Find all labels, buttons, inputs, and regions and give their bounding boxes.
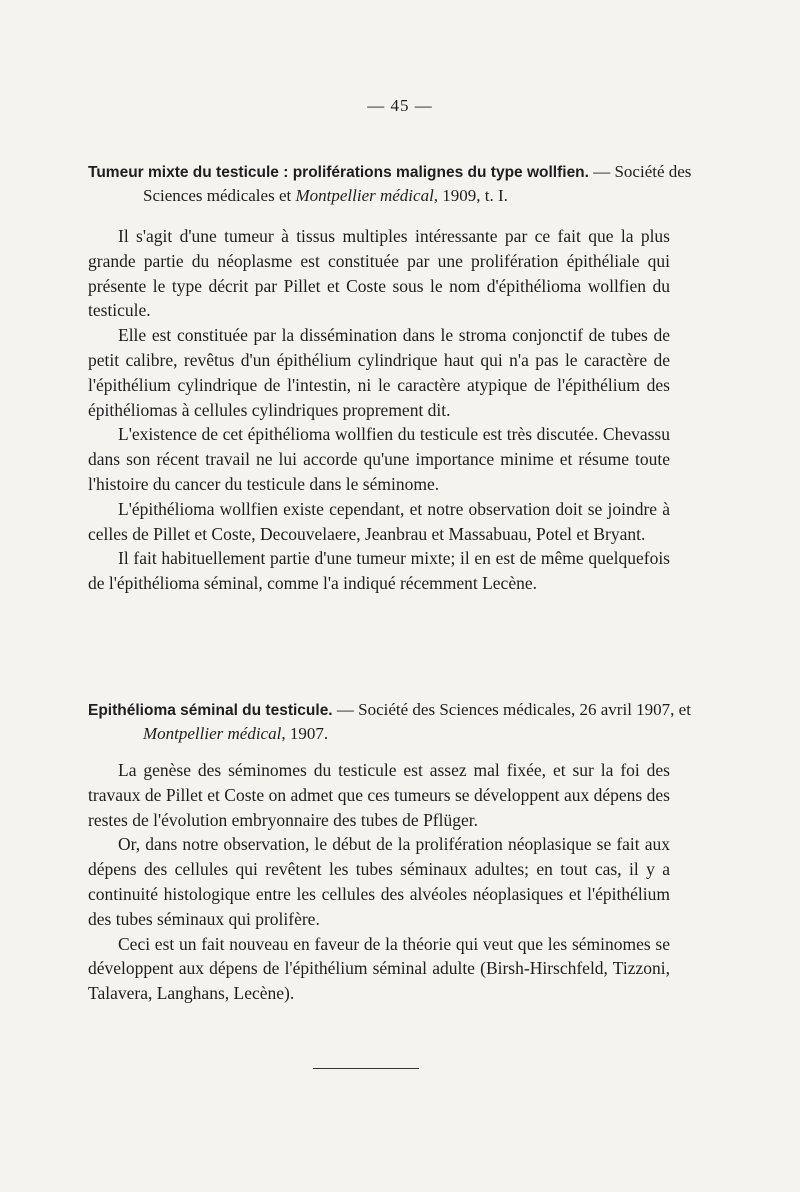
paragraph: L'existence de cet épithélioma wollfien du testicule est très discutée. Chevassu dans son récent travail ne lui accorde qu'une importance minime et résume toute l'histoire du cancer du testicule dans le séminome.: [88, 424, 670, 494]
entry-body: [88, 758, 670, 1006]
entry-body: [88, 224, 670, 596]
reference-details: , 1909, t. I.: [433, 186, 508, 205]
reference-text: Société des Sciences médicales, 26 avril 1907, et: [358, 700, 691, 719]
paragraph: La genèse des séminomes du testicule est assez mal fixée, et sur la foi des travaux de Pillet et Coste on admet que ces tumeurs se développent aux dépens des restes de l'évolution embryonnaire des tubes de Pflüger.: [88, 760, 670, 830]
entry-title: Epithélioma séminal du testicule.: [88, 702, 333, 719]
paragraph: Elle est constituée par la dissémination dans le stroma conjonctif de tubes de petit calibre, revêtus d'un épithélium cylindrique haut qui n'a pas le caractère de l'épithélium cylindrique de l'intestin, ni le caractère atypique de l'épithélium des épithéliomas à cellules cylindriques proprement dit.: [88, 325, 670, 420]
paragraph: L'épithélioma wollfien existe cependant, et notre observation doit se joindre à celles de Pillet et Coste, Decouvelaere, Jeanbrau et Massabuau, Potel et Bryant.: [88, 498, 670, 544]
paragraph: Ceci est un fait nouveau en faveur de la théorie qui veut que les séminomes se développent aux dépens de l'épithélium séminal adulte (Birsh-Hirschfeld, Tizzoni, Talavera, Langhans, Lecène).: [88, 933, 670, 1004]
page-number: — 45 —: [367, 96, 433, 115]
entry-heading: [88, 160, 725, 207]
entry-title: Tumeur mixte du testicule : proliférations malignes du type wollfien.: [88, 164, 589, 181]
heading-dash: —: [332, 700, 359, 719]
reference-details: , 1907.: [281, 724, 329, 743]
paragraph: Or, dans notre observation, le début de la prolifération néoplasique se fait aux dépens des cellules qui revêtent les tubes séminaux adultes; en tout cas, il y a continuité histologique entre les cellules des alvéoles néoplasiques et l'épithélium des tubes séminaux qui prolifère.: [88, 834, 670, 929]
paragraph: Il s'agit d'une tumeur à tissus multiples intéressante par ce fait que la plus grande partie du néoplasme est constituée par une prolifération épithéliale qui présente le type décrit par Pillet et Coste sous le nom d'épithélioma wollfien du testicule.: [88, 226, 670, 321]
entry-heading: [88, 698, 725, 745]
end-rule: [313, 1068, 419, 1069]
heading-dash: —: [588, 162, 611, 181]
reference-text: Société des Sciences médicales et: [143, 162, 692, 205]
journal-name: Montpellier médical: [295, 186, 434, 205]
paragraph: Il fait habituellement partie d'une tumeur mixte; il en est de même quelquefois de l'épithélioma séminal, comme l'a indiqué récemment Lecène.: [88, 548, 670, 594]
journal-name: Montpellier médical: [143, 724, 282, 743]
